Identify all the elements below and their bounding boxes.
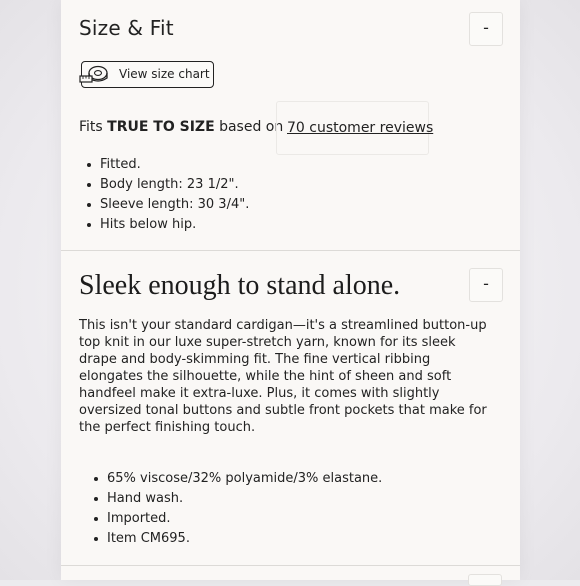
section-divider: [61, 250, 520, 251]
section-divider: [61, 565, 520, 566]
size-fit-title: Size & Fit: [79, 16, 174, 40]
customer-reviews-link[interactable]: 70 customer reviews: [287, 120, 434, 136]
list-item: 65% viscose/32% polyamide/3% elastane.: [86, 469, 382, 489]
list-item: Hits below hip.: [79, 215, 249, 235]
fit-rating: TRUE TO SIZE: [107, 119, 215, 135]
product-description: This isn't your standard cardigan—it's a streamlined button-up top knit in our luxe super-stretch yarn, known for its sleek drape and body-skimming fit. The fine vertical ribbing elongates the silhouette, while the hint of sheen and soft handfeel make it extra-luxe. Plus, it comes with slightly oversized tonal buttons and subtle front pockets that make for the perfect finishing touch.: [79, 318, 487, 435]
list-item: Sleeve length: 30 3/4".: [79, 195, 249, 215]
list-item: Imported.: [86, 509, 382, 529]
list-item: Fitted.: [79, 155, 249, 175]
fit-summary: [79, 119, 283, 135]
fit-suffix: based on: [219, 119, 284, 135]
fit-details-list: [79, 155, 249, 235]
description-collapse-button[interactable]: -: [469, 268, 503, 302]
measuring-tape-icon: [78, 64, 110, 86]
view-size-chart-button[interactable]: [81, 61, 214, 88]
view-size-chart-label: View size chart: [119, 67, 210, 81]
list-item: Body length: 23 1/2".: [79, 175, 249, 195]
list-item: Item CM695.: [86, 529, 382, 549]
description-headline: Sleek enough to stand alone.: [79, 270, 401, 301]
size-fit-collapse-button[interactable]: -: [469, 12, 503, 46]
materials-list: [86, 469, 382, 549]
customer-reviews-link-box[interactable]: [276, 101, 434, 155]
fit-prefix: Fits: [79, 119, 103, 135]
list-item: Hand wash.: [86, 489, 382, 509]
next-section-toggle-button[interactable]: [468, 574, 502, 586]
